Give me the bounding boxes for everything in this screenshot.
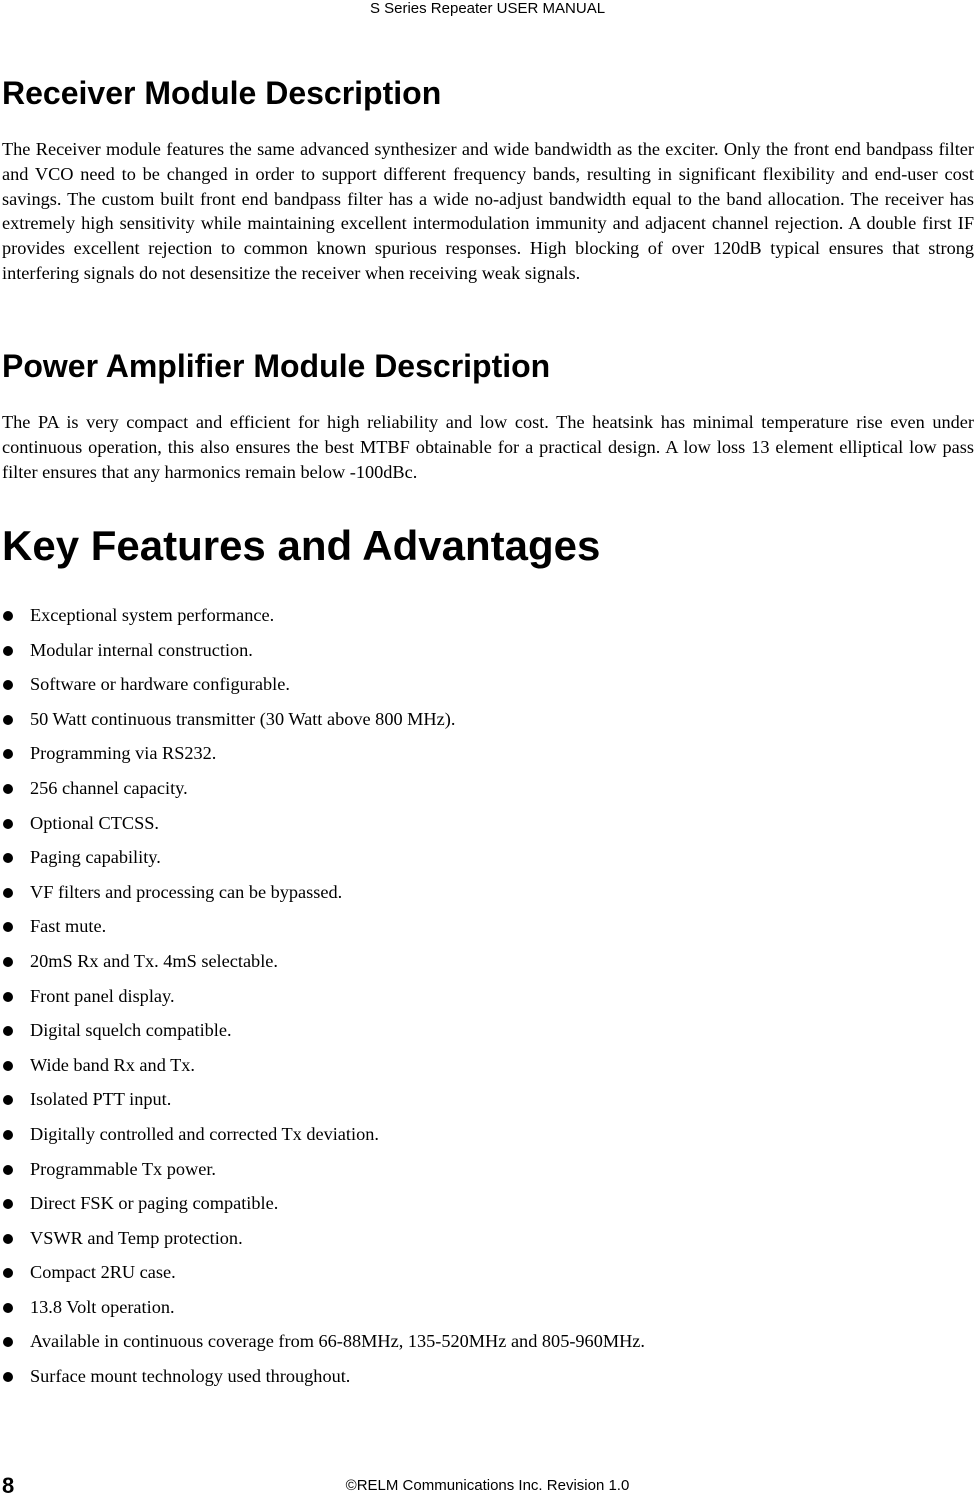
bullet-icon — [3, 922, 13, 932]
list-item — [0, 1186, 975, 1221]
list-item-text: Available in continuous coverage from 66-88MHz, 135-520MHz and 805-960MHz. — [30, 1331, 645, 1352]
bullet-icon — [3, 1199, 13, 1209]
bullet-icon — [3, 1337, 13, 1347]
power-amplifier-description: The PA is very compact and efficient for high reliability and low cost. The heatsink has minimal temperature rise even under continuous operation, this also ensures the best MTBF obtainable for a practical design. A low loss 13 element elliptical low pass filter ensures that any harmonics remain below -100dBc. — [2, 412, 974, 482]
bullet-icon — [3, 1268, 13, 1278]
list-item-text: Digital squelch compatible. — [30, 1020, 232, 1041]
list-item — [0, 1082, 975, 1117]
bullet-icon — [3, 611, 13, 621]
bullet-icon — [3, 646, 13, 656]
list-item — [0, 1255, 975, 1290]
list-item — [0, 633, 975, 668]
receiver-heading: Receiver Module Description — [2, 75, 442, 111]
bullet-icon — [3, 819, 13, 829]
bullet-icon — [3, 957, 13, 967]
bullet-icon — [3, 1372, 13, 1382]
list-item-text: Optional CTCSS. — [30, 812, 160, 833]
bullet-icon — [3, 680, 13, 690]
list-item-text: 256 channel capacity. — [30, 777, 188, 798]
list-item-text: Compact 2RU case. — [30, 1262, 176, 1283]
list-item — [0, 771, 975, 806]
list-item-text: Digitally controlled and corrected Tx deviation. — [30, 1123, 379, 1144]
list-item — [0, 979, 975, 1014]
power-amplifier-heading: Power Amplifier Module Description — [2, 348, 551, 384]
list-item — [0, 1359, 975, 1394]
receiver-description: The Receiver module features the same advanced synthesizer and wide bandwidth as the exciter. Only the front end bandpass filter and VCO need to be changed in order to support different frequency bands, resulting in significant flexibility and end-user cost savings. The custom built front end bandpass filter has a wide no-adjust bandwidth equal to the band allocation. The receiver has extremely high sensitivity while maintaining excellent intermodulation immunity and adjacent channel rejection. A double first IF provides excellent rejection to common known spurious responses. High blocking of over 120dB typical ensures that strong interfering signals do not desensitize the receiver when receiving weak signals. — [2, 139, 974, 283]
list-item — [0, 667, 975, 702]
list-item-text: Fast mute. — [30, 916, 107, 937]
key-features-heading: Key Features and Advantages — [2, 522, 601, 569]
list-item-text: Modular internal construction. — [30, 639, 253, 660]
list-item — [0, 840, 975, 875]
list-item-text: Exceptional system performance. — [30, 605, 275, 625]
list-item — [0, 1221, 975, 1256]
list-item-text: VF filters and processing can be bypassed. — [30, 881, 343, 902]
list-item — [0, 736, 975, 771]
list-item-text: Direct FSK or paging compatible. — [30, 1193, 279, 1214]
list-item-text: 20mS Rx and Tx. 4mS selectable. — [30, 950, 278, 971]
list-item-text: Wide band Rx and Tx. — [30, 1054, 195, 1075]
bullet-icon — [3, 1234, 13, 1244]
bullet-icon — [3, 888, 13, 898]
list-item — [0, 909, 975, 944]
list-item — [0, 598, 975, 633]
running-header: S Series Repeater USER MANUAL — [369, 0, 606, 17]
list-item-text: Front panel display. — [30, 985, 175, 1006]
bullet-icon — [3, 1130, 13, 1140]
list-item-text: 13.8 Volt operation. — [30, 1296, 175, 1317]
list-item — [0, 1117, 975, 1152]
list-item-text: Isolated PTT input. — [30, 1089, 172, 1110]
list-item-text: 50 Watt continuous transmitter (30 Watt above 800 MHz). — [30, 708, 456, 729]
bullet-icon — [3, 1026, 13, 1036]
bullet-icon — [3, 992, 13, 1002]
list-item — [0, 1013, 975, 1048]
bullet-icon — [3, 1165, 13, 1175]
page-number: 8 — [2, 1473, 15, 1498]
bullet-icon — [3, 853, 13, 863]
list-item-text: Software or hardware configurable. — [30, 674, 290, 695]
bullet-icon — [3, 715, 13, 725]
list-item — [0, 1152, 975, 1187]
bullet-icon — [3, 1303, 13, 1313]
list-item — [0, 1048, 975, 1083]
list-item — [0, 875, 975, 910]
bullet-icon — [3, 1095, 13, 1105]
feature-list — [0, 598, 975, 1394]
list-item-text: Surface mount technology used throughout. — [30, 1366, 351, 1387]
bullet-icon — [3, 784, 13, 794]
list-item — [0, 1290, 975, 1325]
list-item-text: VSWR and Temp protection. — [30, 1227, 243, 1248]
list-item — [0, 944, 975, 979]
list-item-text: Programmable Tx power. — [30, 1158, 216, 1179]
list-item-text: Programming via RS232. — [30, 743, 217, 764]
bullet-icon — [3, 749, 13, 759]
list-item — [0, 1324, 975, 1359]
footer-copyright: ©RELM Communications Inc. Revision 1.0 — [345, 1477, 630, 1494]
bullet-icon — [3, 1061, 13, 1071]
list-item — [0, 702, 975, 737]
list-item-text: Paging capability. — [30, 847, 161, 868]
list-item — [0, 806, 975, 841]
